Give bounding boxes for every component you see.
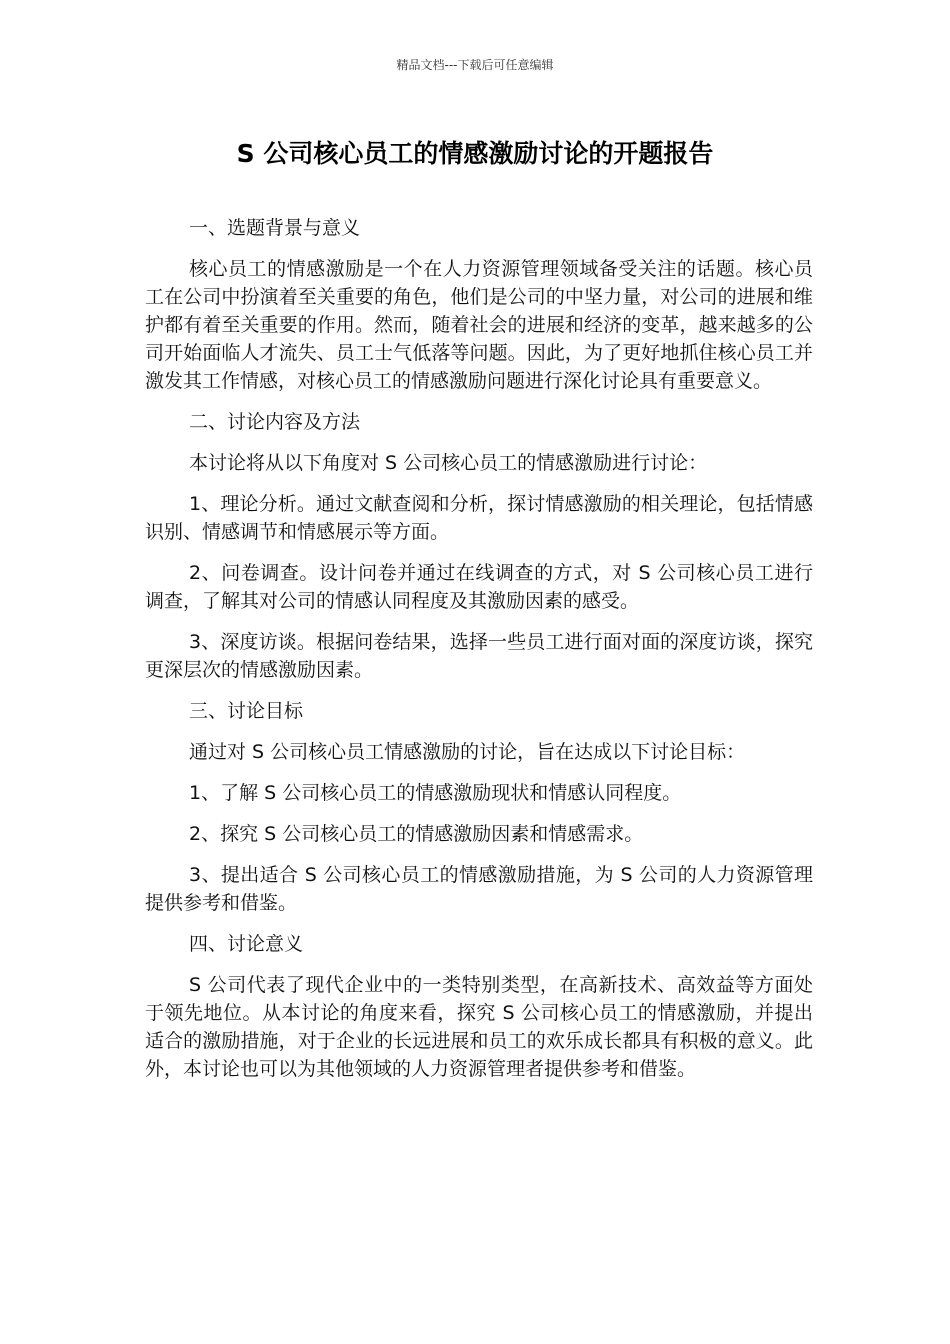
paragraph-goals-intro: 通过对 S 公司核心员工情感激励的讨论，旨在达成以下讨论目标：	[189, 741, 746, 763]
section-heading-goals: 三、讨论目标	[189, 700, 304, 722]
document-body	[145, 214, 813, 1096]
list-item-goal-2: 2、探究 S 公司核心员工的情感激励因素和情感需求。	[189, 823, 644, 845]
list-item-survey: 2、问卷调查。设计问卷并通过在线调查的方式，对 S 公司核心员工进行调查，了解其对公司的情感认同程度及其激励因素的感受。	[145, 562, 813, 612]
header-note: 精品文档---下载后可任意编辑	[396, 58, 554, 72]
paragraph-content-intro: 本讨论将从以下角度对 S 公司核心员工的情感激励进行讨论：	[189, 452, 708, 474]
section-heading-background: 一、选题背景与意义	[189, 217, 361, 239]
document-title: S 公司核心员工的情感激励讨论的开题报告	[236, 139, 714, 168]
list-item-goal-1: 1、了解 S 公司核心员工的情感激励现状和情感认同程度。	[189, 782, 682, 804]
section-heading-significance: 四、讨论意义	[189, 933, 304, 955]
paragraph-significance: S 公司代表了现代企业中的一类特别类型，在高新技术、高效益等方面处于领先地位。从本讨论的角度来看，探究 S 公司核心员工的情感激励，并提出适合的激励措施，对于企业的长远进展和员工的欢乐成长都具有积极的意义。此外，本讨论也可以为其他领域的人力资源管理者提供参考和借鉴。	[145, 974, 813, 1080]
list-item-interview: 3、深度访谈。根据问卷结果，选择一些员工进行面对面的深度访谈，探究更深层次的情感激励因素。	[145, 631, 813, 681]
paragraph-background: 核心员工的情感激励是一个在人力资源管理领域备受关注的话题。核心员工在公司中扮演着至关重要的角色，他们是公司的中坚力量，对公司的进展和维护都有着至关重要的作用。然而，随着社会的进展和经济的变革，越来越多的公司开始面临人才流失、员工士气低落等问题。因此，为了更好地抓住核心员工并激发其工作情感，对核心员工的情感激励问题进行深化讨论具有重要意义。	[145, 258, 813, 392]
section-heading-content-method: 二、讨论内容及方法	[189, 411, 361, 433]
list-item-theory: 1、理论分析。通过文献查阅和分析，探讨情感激励的相关理论，包括情感识别、情感调节和情感展示等方面。	[145, 493, 813, 543]
list-item-goal-3: 3、提出适合 S 公司核心员工的情感激励措施，为 S 公司的人力资源管理提供参考和借鉴。	[145, 864, 813, 914]
